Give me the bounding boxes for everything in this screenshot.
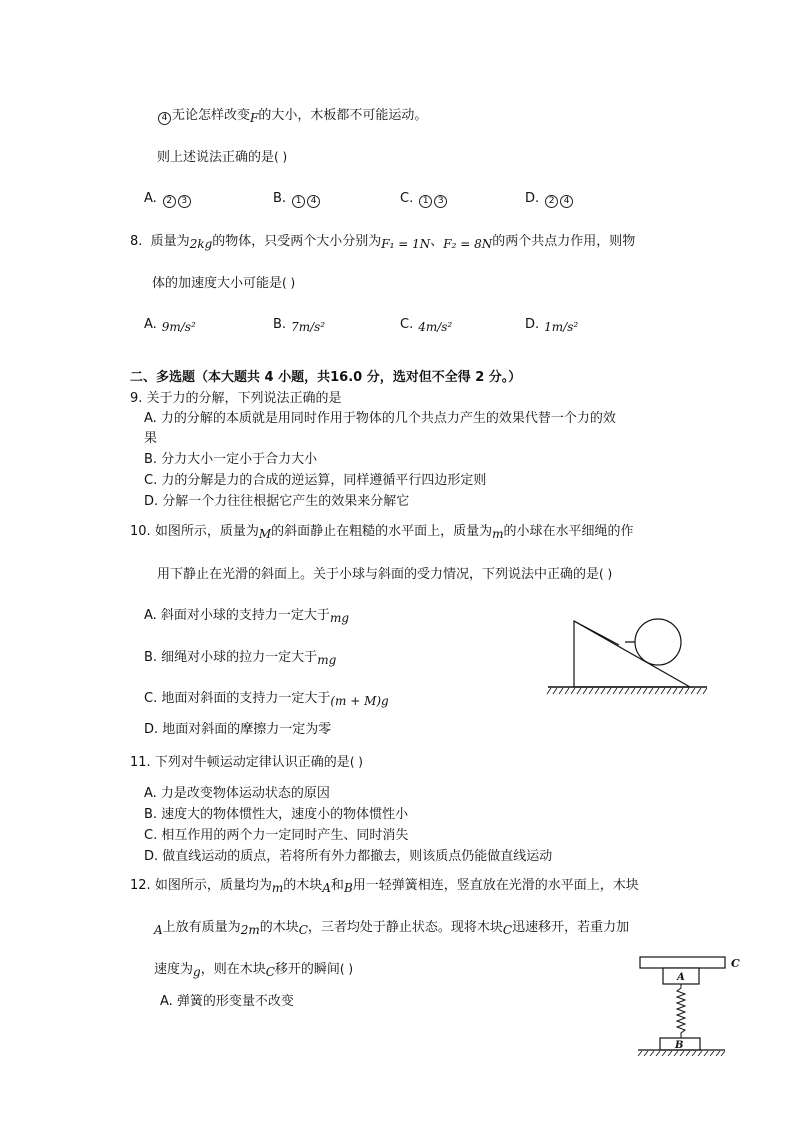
- q7-option-b[interactable]: B. 1 4: [273, 190, 321, 208]
- label-b: B: [675, 1040, 684, 1051]
- label-a: A: [677, 972, 685, 983]
- q7-ask: 则上述说法正确的是( ): [157, 150, 288, 165]
- q8-option-d[interactable]: D. 1m/s²: [525, 317, 579, 334]
- circled-number: 4: [158, 112, 171, 125]
- q8-option-a[interactable]: A. 9m/s²: [144, 317, 196, 334]
- incline-ball-figure: [545, 612, 710, 696]
- q7-option-d[interactable]: D. 2 4: [525, 190, 574, 208]
- spring-blocks-figure: [630, 952, 750, 1058]
- q12-stem: 12. 如图所示，质量均为m的木块A和B用一轻弹簧相连，竖直放在光滑的水平面上，木块: [130, 878, 639, 895]
- q8-option-c[interactable]: C. 4m/s²: [400, 317, 453, 334]
- ground-hatching: [638, 1051, 725, 1056]
- q10-stem: 10. 如图所示，质量为M的斜面静止在粗糙的水平面上，质量为m的小球在水平细绳的作: [130, 524, 634, 541]
- q11-option-d[interactable]: D. 做直线运动的质点，若将所有外力都撤去，则该质点仍能做直线运动: [144, 849, 553, 864]
- q11-option-b[interactable]: B. 速度大的物体惯性大，速度小的物体惯性小: [144, 807, 409, 822]
- q11-option-c[interactable]: C. 相互作用的两个力一定同时产生、同时消失: [144, 828, 409, 843]
- ball: [635, 619, 681, 665]
- q10-option-d[interactable]: D. 地面对斜面的摩擦力一定为零: [144, 722, 332, 737]
- q12-stem-line2: A上放有质量为2m的木块C，三者均处于静止状态。现将木块C迅速移开，若重力加: [154, 920, 630, 937]
- section-title: 二、多选题（本大题共 4 小题，共16.0 分，选对但不全得 2 分。）: [130, 370, 522, 385]
- q8-stem: 8. 质量为2kg的物体，只受两个大小分别为F₁ = 1N、F₂ = 8N的两个共点力作用，则物: [130, 234, 636, 251]
- q9-option-d[interactable]: D. 分解一个力往往根据它产生的效果来分解它: [144, 494, 410, 509]
- q9-stem: 9. 关于力的分解，下列说法正确的是: [130, 391, 342, 406]
- q12-stem-line3: 速度为g，则在木块C移开的瞬间( ): [154, 962, 354, 979]
- q10-stem-line2: 用下静止在光滑的斜面上。关于小球与斜面的受力情况，下列说法中正确的是( ): [157, 567, 613, 582]
- q9-option-b[interactable]: B. 分力大小一定小于合力大小: [144, 452, 318, 467]
- q10-option-c[interactable]: C. 地面对斜面的支持力一定大于(m + M)g: [144, 691, 389, 708]
- q11-stem: 11. 下列对牛顿运动定律认识正确的是( ): [130, 755, 363, 770]
- spring: [677, 984, 685, 1038]
- block-c: [640, 957, 725, 968]
- q8-option-b[interactable]: B. 7m/s²: [273, 317, 326, 334]
- q7-item4: 4 无论怎样改变F的大小，木板都不可能运动。: [157, 106, 427, 125]
- q9-option-a-cont: 果: [144, 431, 158, 446]
- q9-option-a[interactable]: A. 力的分解的本质就是用同时作用于物体的几个共点力产生的效果代替一个力的效: [144, 411, 616, 426]
- rope-line: [574, 621, 619, 645]
- q7-option-c[interactable]: C. 1 3: [400, 190, 448, 208]
- q8-stem-line2: 体的加速度大小可能是( ): [152, 276, 296, 291]
- q9-option-c[interactable]: C. 力的分解是力的合成的逆运算，同样遵循平行四边形定则: [144, 473, 487, 488]
- q7-option-a[interactable]: A. 2 3: [144, 190, 192, 208]
- q12-option-a[interactable]: A. 弹簧的形变量不改变: [160, 994, 294, 1009]
- q10-option-b[interactable]: B. 细绳对小球的拉力一定大于mg: [144, 650, 337, 667]
- q10-option-a[interactable]: A. 斜面对小球的支持力一定大于mg: [144, 608, 349, 625]
- ground-hatching: [547, 688, 707, 694]
- q11-option-a[interactable]: A. 力是改变物体运动状态的原因: [144, 786, 330, 801]
- label-c: C: [731, 957, 740, 970]
